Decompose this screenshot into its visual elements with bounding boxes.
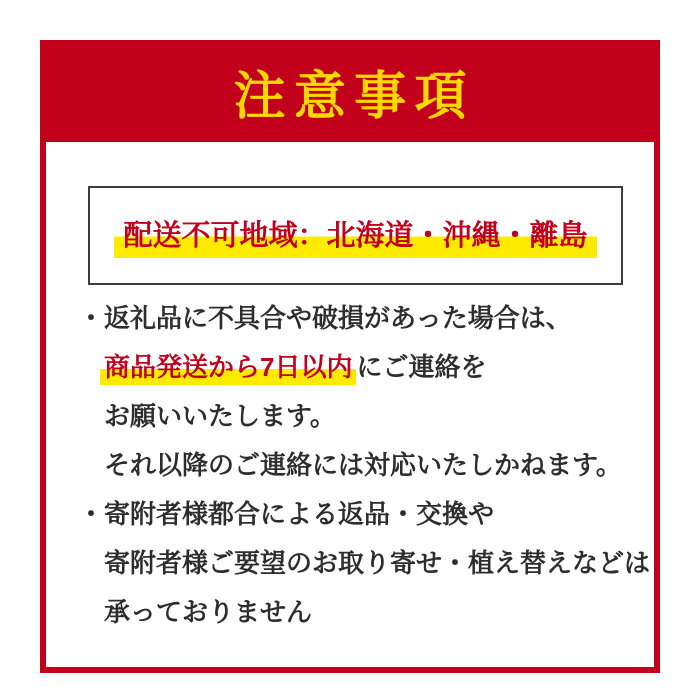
note-line: 寄附者様ご要望のお取り寄せ・植え替えなどは (104, 548, 651, 578)
bullet-marker: ・ (78, 499, 105, 529)
note-item-returns (78, 490, 656, 637)
note-line (104, 343, 656, 392)
bullet-marker: ・ (78, 303, 105, 333)
page-title: 注意事項 (233, 67, 475, 126)
notes-list (78, 294, 656, 637)
note-line-rest: にご連絡を (356, 352, 487, 382)
header-banner (40, 40, 660, 142)
restricted-shipping-label: 配送不可地域：北海道・沖縄・離島 (114, 213, 596, 258)
note-item-damage (78, 294, 656, 490)
note-line: お願いいたします。 (104, 401, 336, 431)
note-line: 返礼品に不具合や破損があった場合は、 (104, 303, 572, 333)
note-line: 承っておりません (104, 597, 313, 627)
deadline-highlight: 商品発送から7日以内 (100, 352, 356, 385)
note-line: 寄附者様都合による返品・交換や (104, 499, 495, 529)
note-line: それ以降のご連絡には対応いたしかねます。 (104, 450, 622, 480)
restricted-shipping-box (88, 186, 623, 285)
